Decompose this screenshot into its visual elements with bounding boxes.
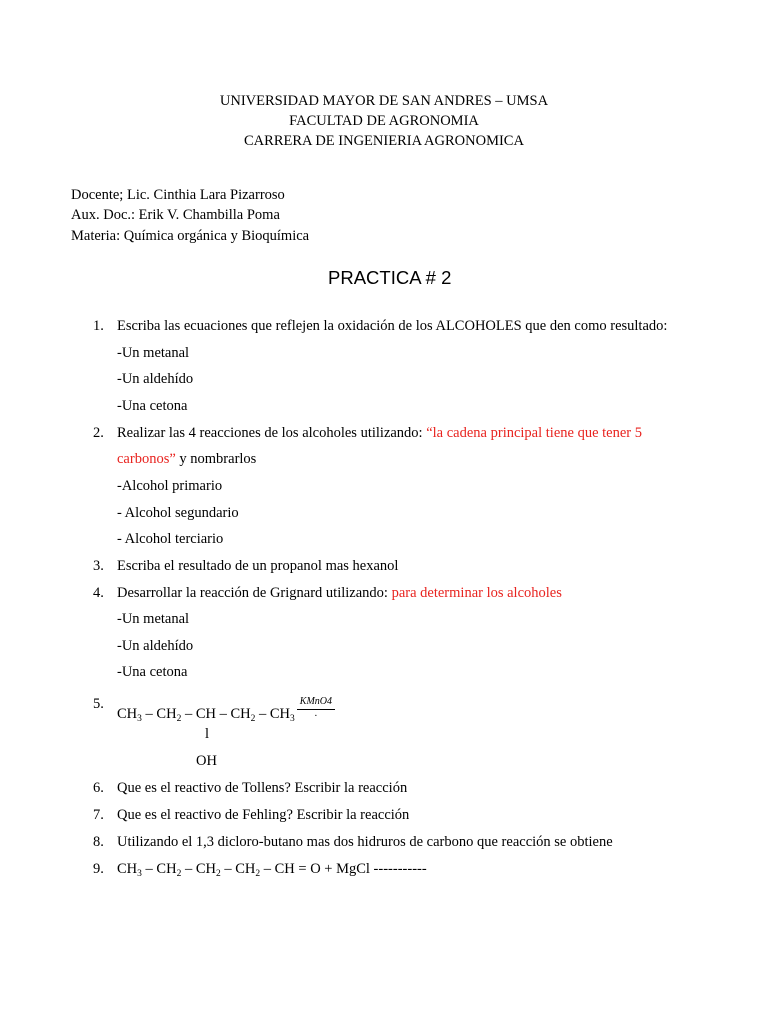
question-number: 5. xyxy=(93,696,104,712)
list-item: -Una cetona xyxy=(117,398,188,414)
list-item: -Un aldehído xyxy=(117,638,194,654)
hydroxyl-group: OH xyxy=(196,753,217,769)
reagent-label: KMnO4 xyxy=(297,697,335,710)
list-item: -Una cetona xyxy=(117,664,188,680)
question-number: 4. xyxy=(93,585,104,601)
list-item: - Alcohol terciario xyxy=(117,531,224,547)
question-4-text xyxy=(117,586,562,601)
career-name: CARRERA DE INGENIERIA AGRONOMICA xyxy=(244,133,524,149)
reagent-arrow: $\frac{\text{KMnO4}}{.}$ xyxy=(297,697,335,718)
list-item: -Alcohol primario xyxy=(117,478,223,494)
question-number: 8. xyxy=(93,834,104,850)
question-number: 2. xyxy=(93,425,104,441)
question-1-text: Escriba las ecuaciones que reflejen la oxidación de los ALCOHOLES que den como resultado: xyxy=(117,318,668,334)
docente-line: Docente; Lic. Cinthia Lara Pizarroso xyxy=(71,187,285,203)
question-5-formula: $CH_3 - CH_2$ – CH – $CH_2 - CH_3$ $\frac{\text{KMnO4}}{.}$ xyxy=(117,697,335,722)
bond-line: l xyxy=(205,726,210,742)
faculty-name: FACULTAD DE AGRONOMIA xyxy=(289,113,479,129)
list-item: -Un aldehído xyxy=(117,371,194,387)
question-3-text: Escriba el resultado de un propanol mas hexanol xyxy=(117,558,399,574)
question-number: 6. xyxy=(93,780,104,796)
question-2-text-a: Realizar las 4 reacciones de los alcoholes utilizando: xyxy=(117,425,427,441)
list-item: -Un metanal xyxy=(117,611,190,627)
question-7-text: Que es el reactivo de Fehling? Escribir la reacción xyxy=(117,807,410,823)
question-2-highlight-b: carbonos” xyxy=(117,451,176,467)
question-6-text: Que es el reactivo de Tollens? Escribir la reacción xyxy=(117,780,408,796)
question-4-text-a: Desarrollar la reacción de Grignard utilizando: xyxy=(117,585,392,601)
question-9-formula: $CH_3 - CH_2 - CH_2 - CH_2$ – CH = O + MgCl ----------- xyxy=(117,861,427,879)
university-name: UNIVERSIDAD MAYOR DE SAN ANDRES – UMSA xyxy=(219,93,549,109)
question-8-text: Utilizando el 1,3 dicloro-butano mas dos hidruros de carbono que reacción se obtiene xyxy=(117,834,613,850)
list-item: -Un metanal xyxy=(117,345,190,361)
question-number: 1. xyxy=(93,318,104,334)
question-number: 7. xyxy=(93,807,104,823)
page-title: PRACTICA # 2 xyxy=(328,267,452,288)
question-number: 9. xyxy=(93,861,104,877)
question-2-text-b: y nombrarlos xyxy=(175,451,257,467)
aux-line: Aux. Doc.: Erik V. Chambilla Poma xyxy=(71,207,280,223)
question-4-highlight: para determinar los alcoholes xyxy=(391,585,562,601)
question-number: 3. xyxy=(93,558,104,574)
question-2-text-cont xyxy=(117,452,256,467)
materia-line: Materia: Química orgánica y Bioquímica xyxy=(71,228,310,244)
question-2-text xyxy=(117,426,642,441)
question-2-highlight-a: “la cadena principal tiene que tener 5 xyxy=(426,425,642,441)
list-item: - Alcohol segundario xyxy=(117,505,239,521)
